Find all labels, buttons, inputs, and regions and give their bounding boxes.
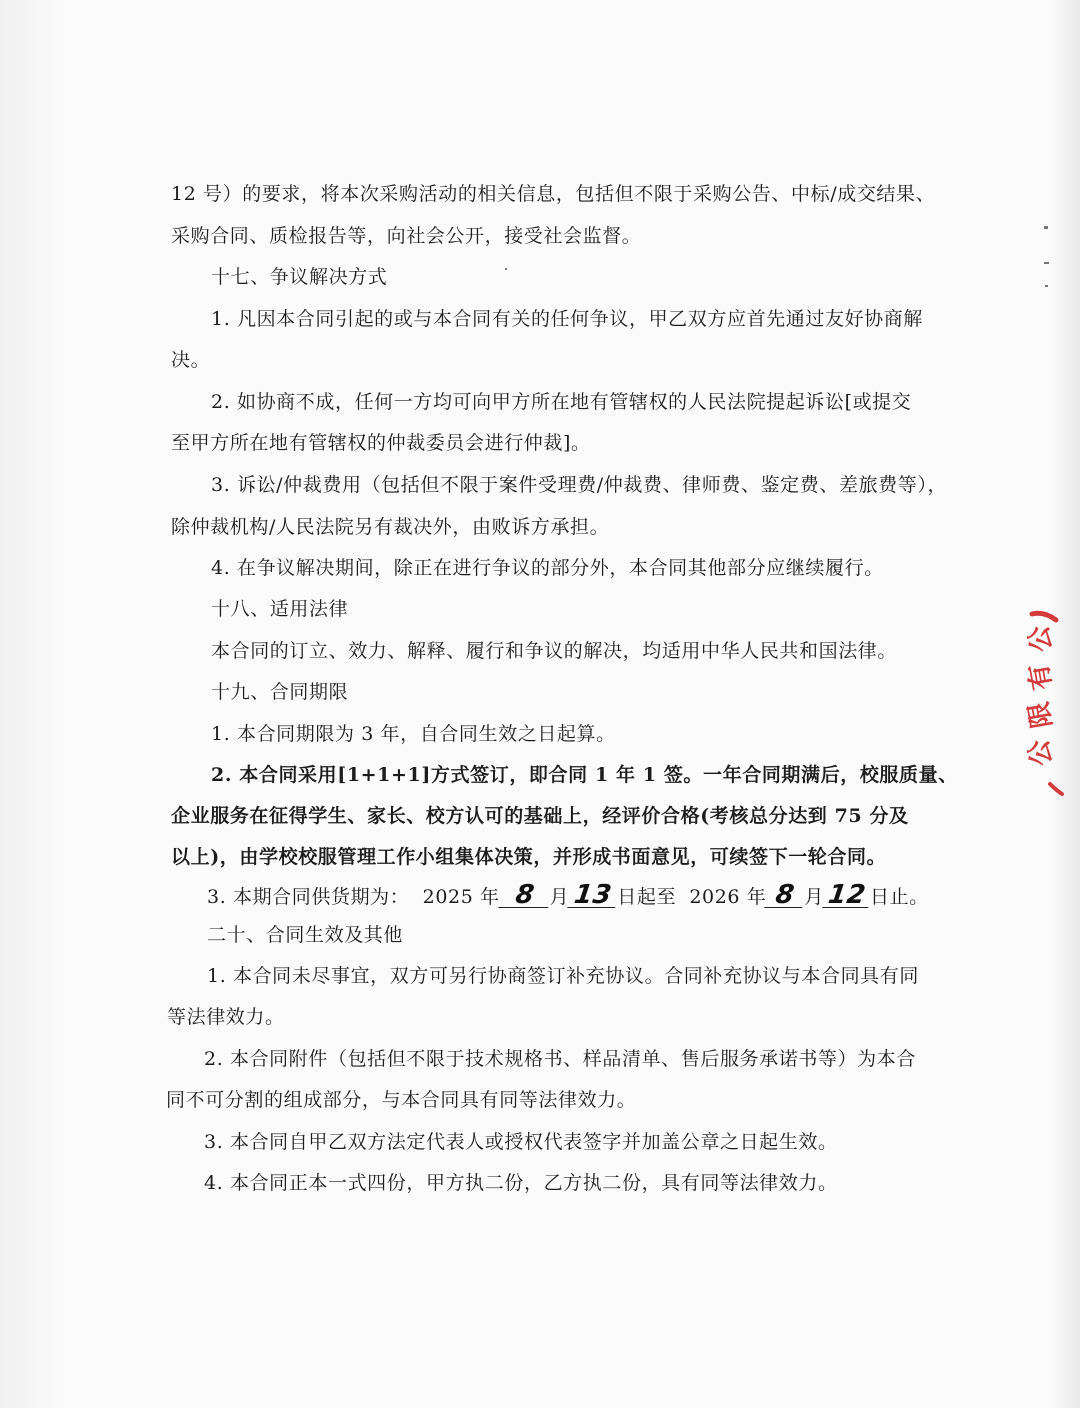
paragraph-line: 采购合同、质检报告等，向社会公开，接受社会监督。 <box>171 225 642 247</box>
paragraph-line: 1. 本合同未尽事宜，双方可另行协商签订补充协议。合同补充协议与本合同具有同 <box>207 965 919 987</box>
paragraph-line: 3. 诉讼/仲裁费用（包括但不限于案件受理费/仲裁费、律师费、鉴定费、差旅费等）， <box>211 474 948 496</box>
company-seal-fragment <box>1010 608 1070 798</box>
supply-period-line <box>207 880 929 910</box>
paragraph-line: 本合同的订立、效力、解释、履行和争议的解决，均适用中华人民共和国法律。 <box>211 640 898 662</box>
seal-character: 公 <box>1023 737 1059 769</box>
section-heading-17: 十七、争议解决方式 <box>211 266 388 288</box>
supply-start-year: 2025 年 <box>422 886 500 908</box>
supply-start-suffix: 日起至 <box>617 886 677 908</box>
paragraph-line: 企业服务在征得学生、家长、校方认可的基础上，经评价合格(考核总分达到 75 分及 <box>171 805 909 827</box>
section-heading-19: 十九、合同期限 <box>211 681 349 703</box>
paragraph-line: 决。 <box>171 349 211 371</box>
month-label: 月 <box>549 886 570 908</box>
handwritten-end-month: 8 <box>765 883 807 908</box>
handwritten-end-day: 12 <box>822 883 872 908</box>
paragraph-line: 以上)，由学校校服管理工作小组集体决策，并形成书面意见，可续签下一轮合同。 <box>171 846 887 868</box>
seal-arc-top <box>1032 613 1056 620</box>
scan-speck <box>505 268 507 270</box>
paragraph-line: 12 号）的要求，将本次采购活动的相关信息，包括但不限于采购公告、中标/成交结果、 <box>171 183 936 205</box>
seal-character: 公 <box>1023 623 1059 655</box>
paragraph-line: 1. 凡因本合同引起的或与本合同有关的任何争议，甲乙双方应首先通过友好协商解 <box>211 308 923 330</box>
paragraph-line: 至甲方所在地有管辖权的仲裁委员会进行仲裁]。 <box>171 432 591 454</box>
paragraph-line: 4. 在争议解决期间，除正在进行争议的部分外，本合同其他部分应继续履行。 <box>211 557 884 579</box>
section-heading-18: 十八、适用法律 <box>211 598 349 620</box>
handwritten-start-day: 13 <box>568 883 620 908</box>
scan-speck <box>1045 285 1048 287</box>
month-label: 月 <box>804 886 824 908</box>
seal-arc-bottom <box>1050 784 1062 794</box>
section-heading-20: 二十、合同生效及其他 <box>207 924 404 946</box>
seal-character: 有 <box>1023 661 1059 693</box>
paragraph-line: 2. 本合同采用[1+1+1]方式签订，即合同 1 年 1 签。一年合同期满后，校服质量、 <box>211 764 958 786</box>
supply-end-suffix: 日止。 <box>869 886 929 908</box>
supply-end-year: 2026 年 <box>689 886 767 908</box>
paragraph-line: 同不可分割的组成部分，与本合同具有同等法律效力。 <box>166 1089 637 1111</box>
page-shadow-left <box>0 0 58 1408</box>
paragraph-line: 等法律效力。 <box>167 1006 285 1028</box>
paragraph-line: 1. 本合同期限为 3 年，自合同生效之日起算。 <box>211 723 616 745</box>
paragraph-line: 3. 本合同自甲乙双方法定代表人或授权代表签字并加盖公章之日起生效。 <box>204 1131 838 1153</box>
paragraph-line: 4. 本合同正本一式四份，甲方执二份，乙方执二份，具有同等法律效力。 <box>204 1172 838 1194</box>
paragraph-line: 除仲裁机构/人民法院另有裁决外，由败诉方承担。 <box>171 516 610 538</box>
seal-character: 限 <box>1023 699 1059 731</box>
scan-speck <box>1044 226 1048 229</box>
scan-speck <box>1044 262 1049 264</box>
paragraph-line: 2. 本合同附件（包括但不限于技术规格书、样品清单、售后服务承诺书等）为本合 <box>204 1048 916 1070</box>
supply-period-prefix: 3. 本期合同供货期为： <box>207 886 410 908</box>
paragraph-line: 2. 如协商不成，任何一方均可向甲方所在地有管辖权的人民法院提起诉讼[或提交 <box>211 391 912 413</box>
handwritten-start-month: 8 <box>498 883 552 908</box>
